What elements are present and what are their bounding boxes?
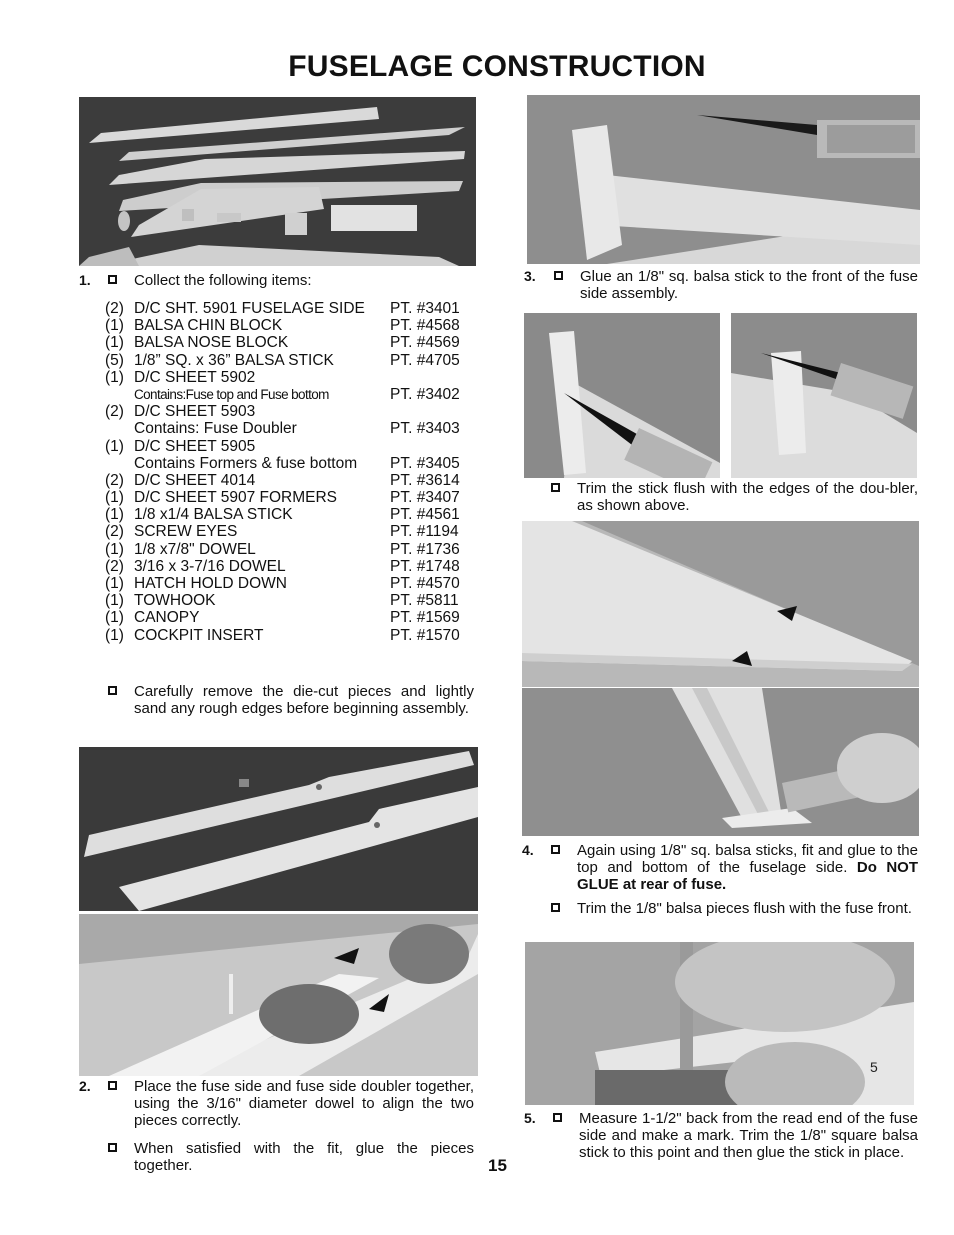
parts-list-row	[105, 438, 477, 455]
step3-sub-checkbox[interactable]	[551, 483, 560, 492]
step3-checkbox[interactable]	[554, 271, 563, 280]
part-name: 3/16 x 3-7/16 DOWEL	[134, 557, 286, 575]
part-number	[390, 369, 477, 386]
part-name: TOWHOOK	[134, 592, 216, 610]
step3-text: Glue an 1/8" sq. balsa stick to the front of the fuse side assembly.	[580, 268, 918, 302]
part-name: SCREW EYES	[134, 523, 238, 541]
photo-trim-sticks	[522, 688, 919, 836]
part-name: D/C SHEET 5905	[134, 437, 256, 455]
step2-checkbox[interactable]	[108, 1081, 117, 1090]
step2-text: Place the fuse side and fuse side doubler together, using the 3/16" diameter dowel to align the two pieces correctly.	[134, 1078, 474, 1129]
part-number: PT. #1569	[390, 609, 460, 627]
part-number: PT. #3614	[390, 471, 460, 489]
part-name: 1/8” SQ. x 36” BALSA STICK	[134, 351, 334, 369]
step5-checkbox[interactable]	[553, 1113, 562, 1122]
part-number	[390, 438, 477, 455]
parts-list-row	[105, 592, 477, 609]
photo-dowel-alignment	[79, 914, 478, 1076]
part-name: Contains: Fuse Doubler	[134, 420, 297, 438]
step4-sub-text: Trim the 1/8" balsa pieces flush with the fuse front.	[577, 900, 912, 917]
part-qty: (1)	[105, 437, 124, 455]
part-qty: (5)	[105, 351, 124, 369]
step2-sub-text: When satisfied with the fit, glue the pieces together.	[134, 1140, 474, 1174]
part-qty: (2)	[105, 471, 124, 489]
parts-list-row	[105, 369, 477, 386]
step1-number: 1.	[79, 272, 91, 288]
part-number: PT. #1748	[390, 557, 460, 575]
photo-trim-stick-right	[731, 313, 917, 478]
part-name: D/C SHEET 5907 FORMERS	[134, 489, 337, 507]
step2-sub-checkbox[interactable]	[108, 1143, 117, 1152]
part-number: PT. #3403	[390, 420, 460, 438]
page-title: FUSELAGE CONSTRUCTION	[288, 50, 706, 83]
part-name: D/C SHEET 4014	[134, 471, 256, 489]
step4-text	[577, 842, 918, 893]
part-name: D/C SHT. 5901 FUSELAGE SIDE	[134, 300, 365, 317]
parts-list-row	[105, 403, 477, 420]
photo-trim-stick-left	[524, 313, 720, 478]
part-number: PT. #3405	[390, 454, 460, 472]
part-qty: (1)	[105, 334, 124, 352]
part-qty	[105, 386, 134, 403]
parts-list-row	[105, 386, 477, 403]
part-number: PT. #4705	[390, 351, 460, 369]
parts-list-row	[105, 420, 477, 437]
part-qty: (1)	[105, 506, 124, 524]
parts-list-row	[105, 541, 477, 558]
step1-sub-text: Carefully remove the die-cut pieces and lightly sand any rough edges before beginning assembly.	[134, 683, 474, 717]
page-number: 15	[488, 1156, 507, 1175]
photo-top-bottom-sticks	[522, 521, 919, 687]
part-qty: (1)	[105, 489, 124, 507]
step3-sub-text: Trim the stick flush with the edges of the dou-bler, as shown above.	[577, 480, 918, 514]
part-qty: (2)	[105, 403, 124, 421]
part-qty: (1)	[105, 540, 124, 558]
part-qty: (2)	[105, 523, 124, 541]
part-name: HATCH HOLD DOWN	[134, 575, 287, 592]
photo-measure-mark	[525, 942, 914, 1105]
parts-list-row	[105, 300, 477, 317]
parts-list-row	[105, 334, 477, 351]
parts-list-row	[105, 472, 477, 489]
step4-checkbox[interactable]	[551, 845, 560, 854]
ruler-digit: 5	[870, 1059, 878, 1075]
part-qty: (1)	[105, 575, 124, 592]
part-qty: (1)	[105, 592, 124, 610]
part-name: COCKPIT INSERT	[134, 626, 264, 644]
part-qty: (1)	[105, 368, 124, 386]
part-qty: (2)	[105, 300, 124, 317]
part-number: PT. #5811	[390, 592, 459, 610]
step3-number: 3.	[524, 268, 536, 284]
part-name: CANOPY	[134, 609, 200, 627]
part-number: PT. #4568	[390, 317, 460, 335]
parts-list-row	[105, 455, 477, 472]
step4-text-warning: Do NOT GLUE at rear of fuse.	[577, 859, 918, 893]
part-name: 1/8 x7/8" DOWEL	[134, 540, 256, 558]
parts-list-row	[105, 558, 477, 575]
parts-list-row	[105, 609, 477, 626]
part-name: 1/8 x1/4 BALSA STICK	[134, 506, 293, 524]
step5-text: Measure 1-1/2" back from the read end of the fuse side and make a mark. Trim the 1/8" square balsa stick to this point and then glue the stick in place.	[579, 1110, 918, 1161]
part-number: PT. #4570	[390, 575, 460, 592]
part-number: PT. #3401	[390, 300, 460, 317]
part-number: PT. #1736	[390, 540, 460, 558]
part-name: Contains Formers & fuse bottom	[134, 454, 358, 472]
step1-text: Collect the following items:	[134, 272, 312, 289]
step1-sub-checkbox[interactable]	[108, 686, 117, 695]
parts-list-row	[105, 575, 477, 592]
part-number: PT. #4569	[390, 334, 460, 352]
part-qty: (1)	[105, 626, 124, 644]
part-number: PT. #3402	[390, 385, 460, 403]
step4-text-a: Again using 1/8" sq. balsa sticks, fit and glue to the top and bottom of the fuselage side.	[577, 842, 918, 876]
part-name: D/C SHEET 5902	[134, 368, 256, 386]
part-qty: (2)	[105, 557, 124, 575]
step4-number: 4.	[522, 842, 534, 858]
parts-list-row	[105, 506, 477, 523]
part-number: PT. #3407	[390, 489, 460, 507]
parts-list-row	[105, 627, 477, 644]
part-name: D/C SHEET 5903	[134, 403, 256, 421]
photo-glue-front-stick	[527, 95, 920, 264]
part-qty	[105, 420, 134, 437]
part-number: PT. #1194	[390, 523, 459, 541]
step4-sub-checkbox[interactable]	[551, 903, 560, 912]
part-qty	[105, 455, 134, 472]
parts-list-row	[105, 489, 477, 506]
parts-list	[105, 300, 477, 644]
parts-list-row	[105, 352, 477, 369]
part-number	[390, 403, 477, 420]
part-name: BALSA NOSE BLOCK	[134, 334, 289, 352]
step1-checkbox[interactable]	[108, 275, 117, 284]
part-number: PT. #4561	[390, 506, 460, 524]
step2-number: 2.	[79, 1078, 91, 1094]
part-qty: (1)	[105, 317, 124, 335]
part-name: Contains:Fuse top and Fuse bottom	[134, 386, 329, 402]
part-name: BALSA CHIN BLOCK	[134, 317, 283, 335]
parts-list-row	[105, 523, 477, 540]
step5-number: 5.	[524, 1110, 536, 1126]
part-number: PT. #1570	[390, 626, 460, 644]
photo-parts-layout	[79, 97, 476, 266]
parts-list-row	[105, 317, 477, 334]
part-qty: (1)	[105, 609, 124, 627]
photo-fuse-sides	[79, 747, 478, 911]
